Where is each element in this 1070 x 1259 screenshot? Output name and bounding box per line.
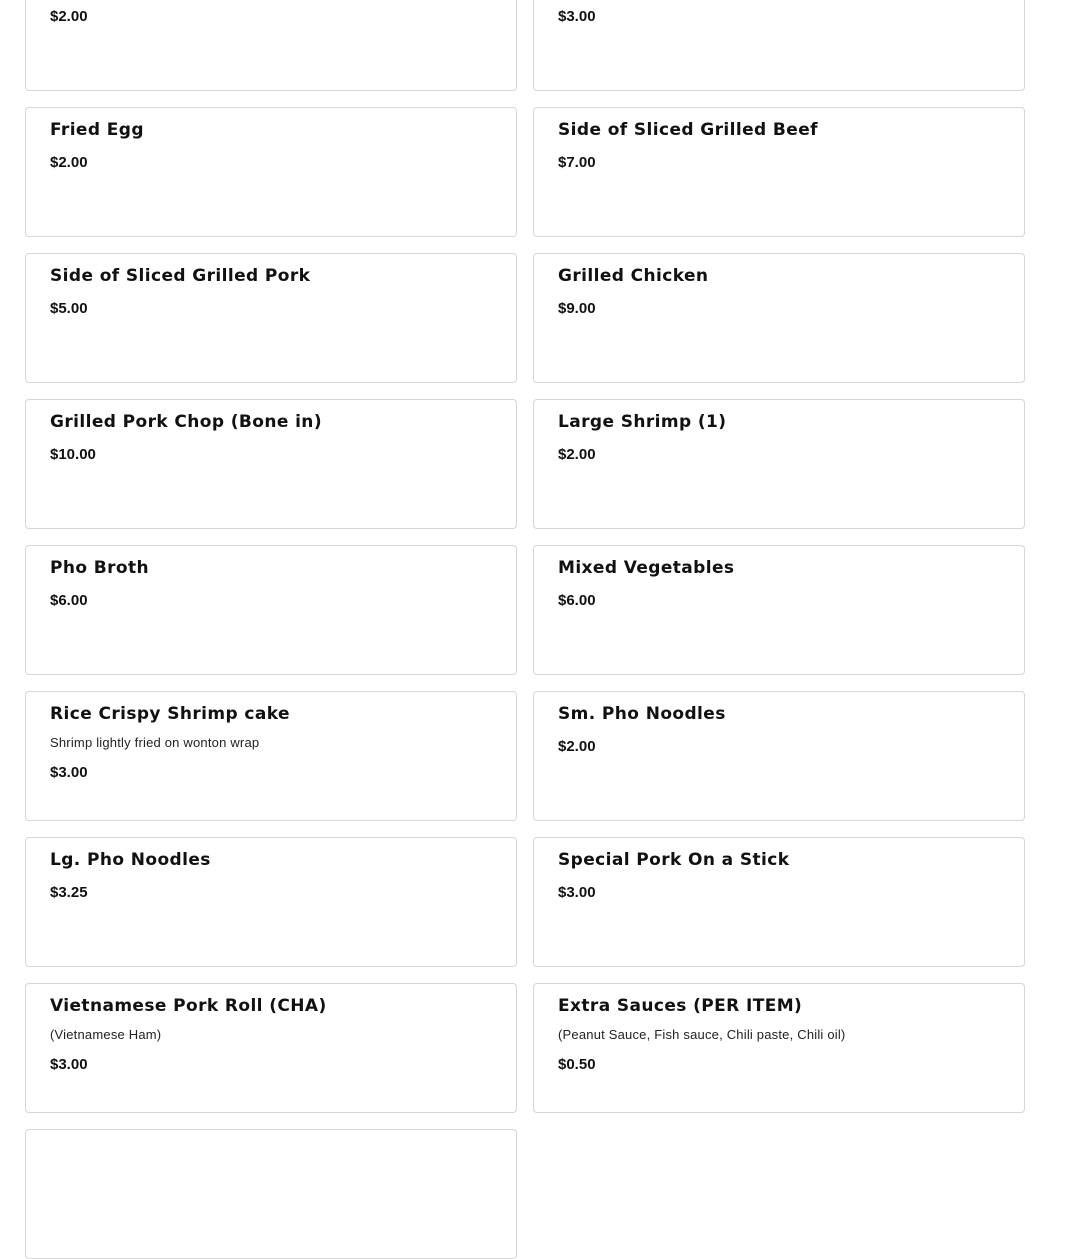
menu-item-card[interactable] xyxy=(25,983,517,1113)
menu-item-price: $10.00 xyxy=(50,446,96,463)
menu-item-card[interactable] xyxy=(25,0,517,91)
menu-item-name: Mixed Vegetables xyxy=(558,558,735,578)
menu-item-card[interactable] xyxy=(25,399,517,529)
menu-item-card[interactable] xyxy=(533,691,1025,821)
menu-item-card[interactable] xyxy=(25,253,517,383)
menu-item-name: Large Shrimp (1) xyxy=(558,412,727,432)
menu-item-name: Pho Broth xyxy=(50,558,150,578)
menu-item-price: $9.00 xyxy=(558,300,596,317)
menu-item-card[interactable] xyxy=(533,545,1025,675)
menu-item-card[interactable] xyxy=(25,107,517,237)
menu-item-description: (Vietnamese Ham) xyxy=(50,1027,162,1042)
menu-item-grid xyxy=(25,0,1025,1259)
menu-item-name: Side of Sliced Grilled Pork xyxy=(50,266,311,286)
menu-item-card[interactable] xyxy=(533,253,1025,383)
menu-item-name: Grilled Chicken xyxy=(558,266,709,286)
menu-item-name: Sm. Pho Noodles xyxy=(558,704,726,724)
menu-item-price: $3.25 xyxy=(50,884,88,901)
menu-item-price: $6.00 xyxy=(50,592,88,609)
menu-item-price: $0.50 xyxy=(558,1056,596,1073)
menu-item-card[interactable] xyxy=(533,399,1025,529)
menu-item-card[interactable] xyxy=(533,983,1025,1113)
menu-item-price: $3.00 xyxy=(558,884,596,901)
menu-item-card[interactable] xyxy=(533,0,1025,91)
menu-item-card[interactable] xyxy=(25,691,517,821)
menu-item-price: $3.00 xyxy=(50,1056,88,1073)
menu-item-price: $3.00 xyxy=(50,764,88,781)
menu-item-card[interactable] xyxy=(533,107,1025,237)
menu-item-price: $6.00 xyxy=(558,592,596,609)
menu-item-card[interactable] xyxy=(25,837,517,967)
menu-item-card[interactable] xyxy=(533,837,1025,967)
menu-item-name: Lg. Pho Noodles xyxy=(50,850,211,870)
menu-item-price: $7.00 xyxy=(558,154,596,171)
menu-item-card[interactable] xyxy=(25,1129,517,1259)
menu-item-name: Special Pork On a Stick xyxy=(558,850,790,870)
menu-item-description: Shrimp lightly fried on wonton wrap xyxy=(50,735,260,750)
menu-item-price: $2.00 xyxy=(558,446,596,463)
menu-item-name: Fried Egg xyxy=(50,120,144,140)
menu-item-price: $2.00 xyxy=(50,154,88,171)
menu-item-name: Rice Crispy Shrimp cake xyxy=(50,704,290,724)
menu-item-name: Vietnamese Pork Roll (CHA) xyxy=(50,996,327,1016)
menu-item-card[interactable] xyxy=(25,545,517,675)
menu-item-price: $2.00 xyxy=(558,738,596,755)
menu-item-price: $5.00 xyxy=(50,300,88,317)
menu-item-name: Grilled Pork Chop (Bone in) xyxy=(50,412,322,432)
menu-item-price: $3.00 xyxy=(558,8,596,25)
menu-item-name: Extra Sauces (PER ITEM) xyxy=(558,996,803,1016)
menu-item-price: $2.00 xyxy=(50,8,88,25)
menu-item-name xyxy=(50,1141,492,1163)
menu-item-name: Side of Sliced Grilled Beef xyxy=(558,120,818,140)
menu-item-description: (Peanut Sauce, Fish sauce, Chili paste, Chili oil) xyxy=(558,1027,846,1042)
